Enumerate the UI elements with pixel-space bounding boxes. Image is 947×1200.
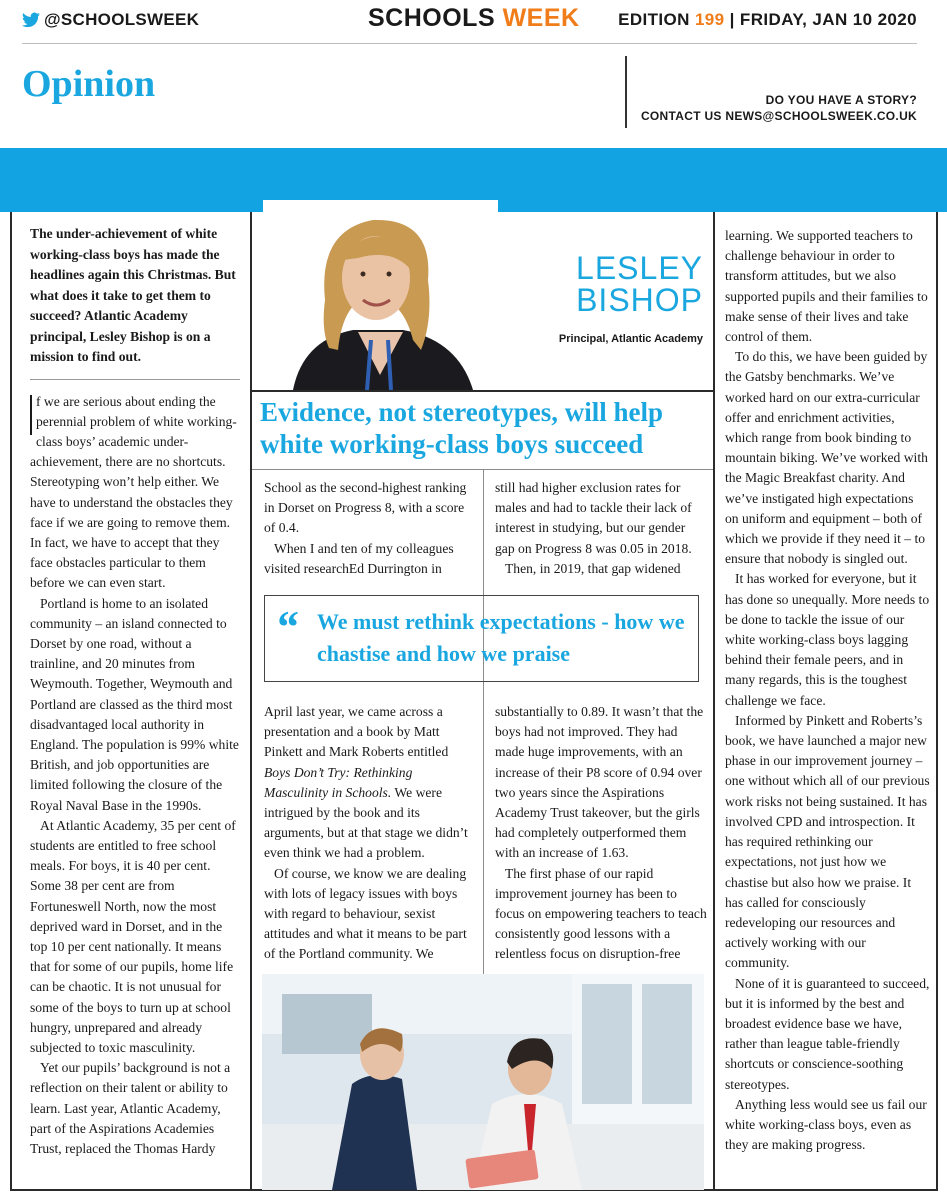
edition-date: | FRIDAY, JAN 10 2020 [729,10,917,29]
book-title: Boys Don’t Try: Rethinking Masculinity in Schools. [264,764,413,800]
body-paragraph [264,702,476,864]
pull-quote-text: We must rethink expectations - how we chastise and how we praise [317,609,685,666]
masthead-week: WEEK [502,4,580,32]
body-paragraph [30,392,240,594]
header-divider [22,43,917,44]
twitter-handle-text: @SCHOOLSWEEK [44,10,200,29]
column-1 [30,224,240,1159]
column-rule-right [936,212,938,1190]
body-paragraph: learning. We supported teachers to challenge behaviour in order to transform attitudes, but we also supported pupils and their families to make sense of their lives and take control of them. [725,228,928,345]
story-prompt: DO YOU HAVE A STORY? [765,93,917,107]
body-paragraph: It has worked for everyone, but it has done so unequally. More needs to be done to tackle the issue of our white working-class boys lagging behind their female peers, and in many regards, this is the toughest challenge we face. [725,571,930,708]
edition-info [618,10,917,30]
column-2-bottom [264,702,476,965]
twitter-handle[interactable] [22,10,199,30]
author-divider [252,390,713,392]
standfirst: The under-achievement of white working-class boys has made the headlines again this Christmas. But what does it take to get them to succeed? Atlantic Academy principal, Lesley Bishop is on a mission to find out. [30,226,236,364]
pull-quote [264,595,699,682]
body-paragraph: Then, in 2019, that gap widened [505,560,681,576]
body-paragraph: To do this, we have been guided by the Gatsby benchmarks. We’ve worked hard on our extra-curricular offer and enrichment activities, which range from book binding to mountain biking. We’ve worked with the Magic Breakfast charity. And we’ve instigated high expectations on uniform and equipment – both of which we provide if they need it – to ensure that nobody is singled out. [725,349,928,567]
paragraph-text: We were intrigued by the book and its arguments, but at that stage we didn’t even think we had a problem. [264,784,468,861]
quote-mark: “ [275,601,298,652]
column-rule-left [10,212,12,1190]
edition-label: EDITION [618,10,690,29]
author-portrait [263,200,498,390]
twitter-icon [22,12,40,28]
author-role: Principal, Atlantic Academy [558,333,703,345]
masthead-schools: SCHOOLS [368,4,496,32]
top-bar [0,0,947,44]
column-rule-1 [250,212,252,1190]
headline: Evidence, not stereotypes, will help white working-class boys succeed [260,397,663,459]
headline-divider [252,469,713,470]
body-paragraph: still had higher exclusion rates for males and had to tackle their lack of interest in studying, but our gender gap on Progress 8 was 0.05 in 2018. [495,480,692,556]
drop-cap-i [30,395,32,435]
standfirst-divider [30,379,240,380]
column-rule-2 [713,212,715,1190]
edition-number: 199 [694,10,725,29]
body-paragraph: The first phase of our rapid improvement journey has been to focus on empowering teachers to teach consistently good lessons with a relentless focus on disruption-free [495,865,707,962]
section-title: Opinion [22,63,156,105]
body-paragraph: substantially to 0.89. It wasn’t that the boys had not improved. They had made huge improvements, with an increase of their P8 score of 0.94 over two years since the Aspirations Academy Trust takeover, but the girls had completely outperformed them with an increase of 1.63. [495,704,704,861]
body-paragraph: Portland is home to an isolated community – an island connected to Dorset by one road, without a trainline, and 20 minutes from Weymouth. Together, Weymouth and Portland are classed as the third most disadvantaged local authority in England. The population is 99% white British, and job opportunities are limited following the closure of the Royal Naval Base in the 1990s. [30,595,239,813]
story-contact [641,92,917,124]
body-paragraph: None of it is guaranteed to succeed, but it is informed by the best and broadest evidence base we have, rather than league table-friendly shortcuts or conscience-soothing stereotypes. [725,975,930,1092]
body-paragraph: Informed by Pinkett and Roberts’s book, we have launched a major new phase in our improvement journey – one without which all of our previous work risks not being sustained. It has involved CPD and introspection. It has required rethinking our expectations, not just how we chastise but also how we praise. It has called for consciously redeveloping our resources and actively working with our community. [725,712,930,971]
paragraph-text: April last year, we came across a presentation and a book by Matt Pinkett and Mark Roberts entitled [264,704,449,760]
paragraph-text: f we are serious about ending the perennial problem of white working-class boys’ academic under-achievement, there are no shortcuts. Stereotyping won’t help either. We have to understand the obstacles they face if we are going to remove them. In fact, we have to accept that they face obstacles particular to them before we can even start. [30,393,237,591]
body-paragraph: School as the second-highest ranking in Dorset on Progress 8, with a score of 0.4. [264,480,467,536]
body-paragraph: Yet our pupils’ background is not a reflection on their talent or ability to learn. Last year, Atlantic Academy, part of the Aspirations Academies Trust, replaced the Thomas Hardy [30,1060,231,1157]
body-paragraph: At Atlantic Academy, 35 per cent of students are entitled to free school meals. For boys, it is 40 per cent. Some 38 per cent are from Fortuneswell North, now the most deprived ward in Dorset, and in the top 10 per cent nationally. It means that for some of our pupils, home life can be chaotic. It is not unusual for some of the boys to turn up at school hungry, unprepared and already subjected to toxic masculinity. [30,817,236,1055]
column-2-top [264,478,476,579]
column-3-top [495,478,707,579]
author-last-name: BISHOP [576,282,703,318]
classroom-photo [262,974,704,1190]
column-rule-inner [483,470,484,974]
author-first-name: LESLEY [576,250,703,286]
header-vertical-divider [625,56,627,128]
masthead-logo [368,4,580,33]
body-paragraph: Of course, we know we are dealing with lots of legacy issues with boys with regard to behaviour, sexist attitudes and what it means to be part of the Portland community. We [264,865,467,962]
column-3-bottom [495,702,707,965]
body-paragraph: When I and ten of my colleagues visited researchEd Durrington in [264,540,454,576]
column-4 [725,226,930,1155]
author-name [550,252,703,316]
body-paragraph: Anything less would see us fail our white working-class boys, even as they are making progress. [725,1096,927,1153]
story-email[interactable]: CONTACT US NEWS@SCHOOLSWEEK.CO.UK [640,109,917,123]
